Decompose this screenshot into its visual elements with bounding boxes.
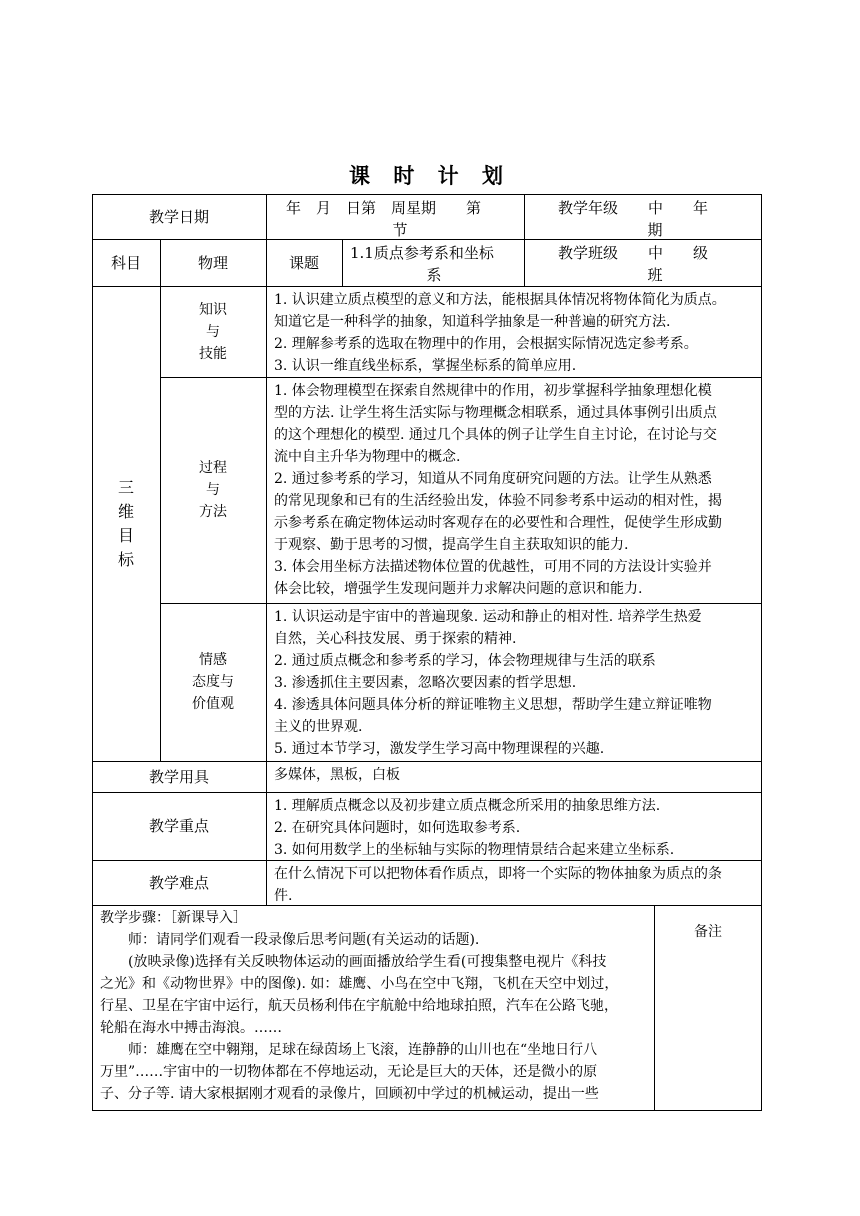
class-label [524, 239, 762, 286]
key-point-line: 2. 在研究具体问题时，如何选取参考系. [274, 820, 521, 836]
key-point-line: 3. 如何用数学上的坐标轴与实际的物理情景结合起来建立坐标系. [274, 842, 675, 858]
topic-label [266, 239, 342, 286]
emotion-line: 主义的世界观. [274, 719, 363, 735]
date-label-text: 教学日期 [148, 207, 209, 226]
difficulty-label-text: 教学难点 [148, 873, 209, 892]
knowledge-label-line: 知识 [199, 301, 227, 318]
steps-heading: 教学步骤：［新课导入］ [100, 910, 247, 926]
knowledge-line: 1. 认识建立质点模型的意义和方法，能根据具体情况将物体简化为质点。 [274, 292, 726, 308]
goals-label-char: 目 [117, 525, 134, 545]
knowledge-line: 3. 认识一维直线坐标系，掌握坐标系的简单应用. [274, 358, 577, 374]
knowledge-content [266, 286, 762, 377]
tools-label [92, 761, 266, 792]
difficulty-content [266, 860, 762, 905]
emotion-label-line: 情感 [199, 652, 227, 668]
tools-value-text: 多媒体，黑板，白板 [274, 767, 400, 783]
difficulty-line: 在什么情况下可以把物体看作质点，即将一个实际的物体抽象为质点的条 [274, 866, 722, 882]
process-line: 流中自主升华为物理中的概念. [274, 449, 461, 465]
knowledge-line: 2. 理解参考系的选取在物理中的作用，会根据实际情况选定参考系。 [274, 336, 698, 352]
knowledge-label-line: 技能 [199, 345, 227, 362]
process-line: 的常见现象和已有的生活经验出发，体验不同参考系中运动的相对性，揭 [274, 493, 722, 509]
step-line: 万里”……宇宙中的一切物体都在不停地运动，无论是巨大的天体，还是微小的原 [100, 1064, 598, 1080]
process-line: 的这个理想化的模型. 通过几个具体的例子让学生自主讨论，在讨论与交 [274, 427, 717, 443]
process-label-line: 过程 [199, 460, 227, 476]
step-line: (放映录像)选择有关反映物体运动的画面播放给学生看(可搜集整电视片《科技 [128, 954, 607, 970]
difficulty-line: 件. [274, 888, 293, 904]
step-line: 师：请同学们观看一段录像后思考问题(有关运动的话题). [128, 932, 480, 948]
date-label [92, 194, 266, 239]
grade-label-line2: 期 [647, 221, 663, 239]
emotion-label [160, 603, 266, 761]
emotion-content [266, 603, 762, 761]
key-points-label-text: 教学重点 [148, 817, 209, 835]
emotion-label-line: 价值观 [192, 696, 234, 712]
knowledge-label [160, 286, 266, 377]
emotion-label-line: 态度与 [192, 674, 234, 690]
emotion-line: 自然，关心科技发展、勇于探索的精神. [274, 631, 517, 647]
remark-label: 备注 [694, 924, 722, 940]
emotion-line: 3. 渗透抓住主要因素，忽略次要因素的哲学思想. [274, 675, 577, 691]
date-value-line2: 节 [392, 221, 408, 239]
process-content [266, 377, 762, 603]
process-line: 3. 体会用坐标方法描述物体位置的优越性，可用不同的方法设计实验并 [274, 559, 712, 575]
process-line: 示参考系在确定物体运动时客观存在的必要性和合理性，促使学生形成勤 [274, 515, 722, 531]
goals-label-char: 三 [117, 477, 134, 497]
remark-column [654, 905, 762, 1111]
goals-label-char: 标 [117, 549, 134, 569]
subject-label [92, 239, 160, 286]
steps-content [92, 905, 654, 1111]
class-label-line1: 教学班级 中 级 [558, 244, 709, 262]
emotion-line: 1. 认识运动是宇宙中的普遍现象. 运动和静止的相对性. 培养学生热爱 [274, 609, 702, 625]
process-line: 1. 体会物理模型在探索自然规律中的作用，初步掌握科学抽象理想化模 [274, 383, 712, 399]
difficulty-label [92, 860, 266, 905]
topic-value [342, 239, 524, 286]
subject-value [160, 239, 266, 286]
steps-lines [100, 929, 648, 1105]
process-label-line: 与 [206, 482, 220, 498]
subject-label-text: 科目 [110, 253, 141, 272]
topic-value-line2: 系 [426, 266, 442, 284]
step-line: 轮船在海水中搏击海浪。…… [100, 1020, 282, 1036]
knowledge-label-line: 与 [206, 323, 220, 340]
goals-label [92, 286, 160, 761]
key-point-line: 1. 理解质点概念以及初步建立质点概念所采用的抽象思维方法. [274, 798, 661, 814]
step-line: 子、分子等. 请大家根据刚才观看的录像片，回顾初中学过的机械运动，提出一些 [100, 1086, 599, 1102]
topic-label-text: 课题 [288, 253, 319, 272]
tools-value [266, 761, 762, 792]
key-points-content [266, 792, 762, 860]
subject-value-text: 物理 [197, 253, 228, 272]
date-value [266, 194, 524, 239]
grade-label-line1: 教学年级 中 年 [558, 199, 709, 217]
topic-value-line1: 1.1质点参考系和坐标 [350, 244, 494, 262]
emotion-line: 5. 通过本节学习，激发学生学习高中物理课程的兴趣. [274, 741, 605, 757]
process-label [160, 377, 266, 603]
key-points-label [92, 792, 266, 860]
step-line: 行星、卫星在宇宙中运行，航天员杨利伟在宇航舱中给地球拍照，汽车在公路飞驰， [100, 998, 618, 1014]
goals-label-char: 维 [117, 501, 134, 521]
emotion-line: 2. 通过质点概念和参考系的学习，体会物理规律与生活的联系 [274, 653, 656, 669]
knowledge-line: 知道它是一种科学的抽象，知道科学抽象是一种普遍的研究方法. [274, 314, 671, 330]
step-line: 之光》和《动物世界》中的图像). 如：雄鹰、小鸟在空中飞翔，飞机在天空中划过， [100, 976, 619, 992]
process-line: 于观察、勤于思考的习惯，提高学生自主获取知识的能力. [274, 537, 629, 553]
page-title: 课 时 计 划 [349, 163, 511, 188]
grade-label [524, 194, 762, 239]
process-line: 2. 通过参考系的学习，知道从不同角度研究问题的方法。让学生从熟悉 [274, 471, 712, 487]
step-line: 师：雄鹰在空中翱翔，足球在绿茵场上飞滚，连静静的山川也在“坐地日行八 [128, 1042, 598, 1058]
process-line: 型的方法. 让学生将生活实际与物理概念相联系，通过具体事例引出质点 [274, 405, 717, 421]
emotion-line: 4. 渗透具体问题具体分析的辩证唯物主义思想，帮助学生建立辩证唯物 [274, 697, 712, 713]
process-label-line: 方法 [199, 504, 227, 520]
date-value-line1: 年 月 日第 周星期 第 [286, 199, 482, 217]
class-label-line2: 班 [647, 266, 663, 284]
tools-label-text: 教学用具 [148, 767, 209, 786]
process-line: 体会比较，增强学生发现问题并力求解决问题的意识和能力. [274, 581, 643, 597]
